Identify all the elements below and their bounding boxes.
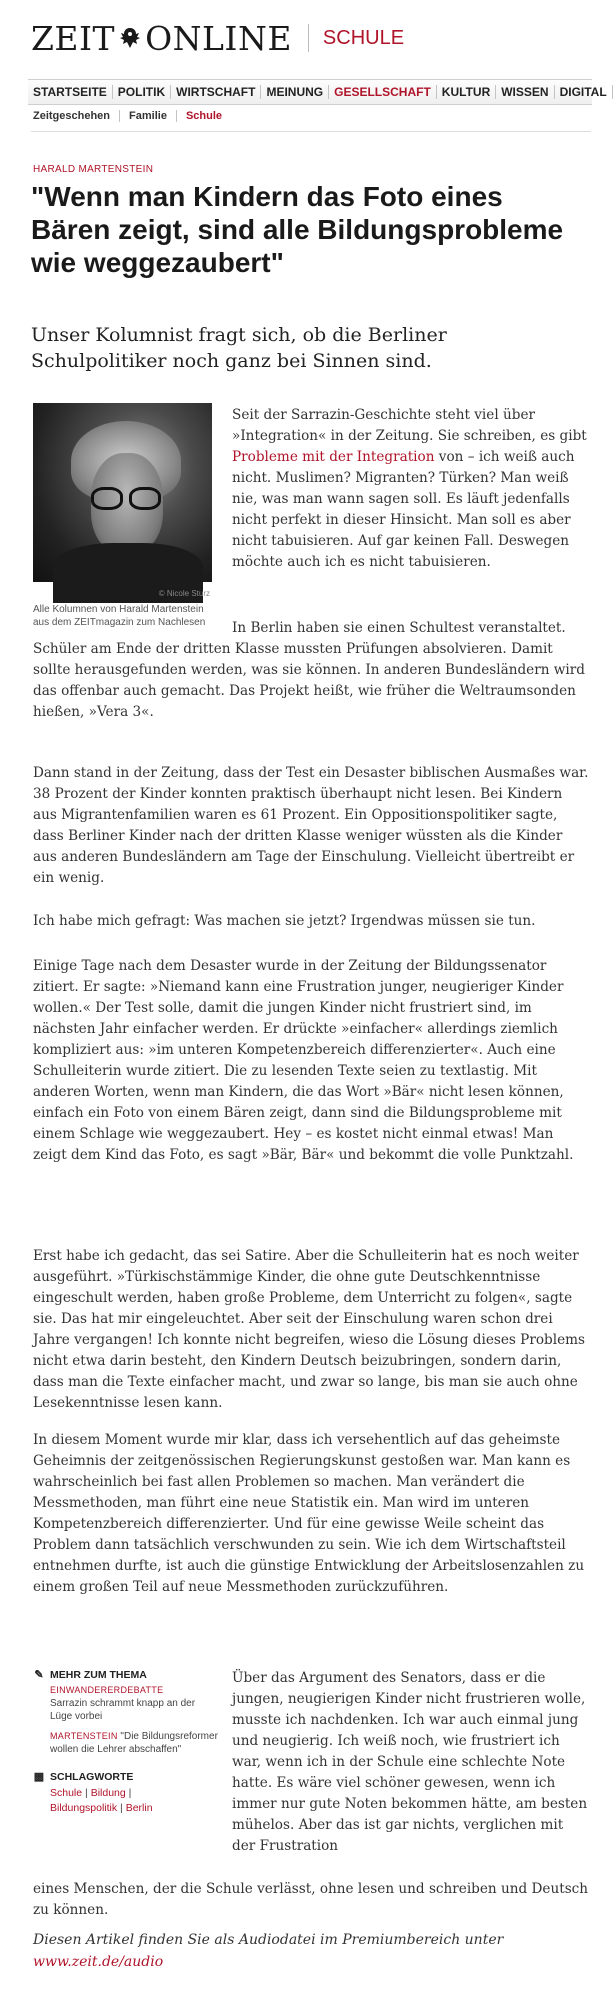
tag-berlin[interactable]: Berlin: [125, 1802, 153, 1814]
related-kicker[interactable]: MARTENSTEIN: [50, 1731, 118, 1741]
photo-glasses-left: [91, 487, 123, 510]
photo-credit: © Nicole Sturz: [158, 589, 210, 598]
photo-caption-link[interactable]: Alle Kolumnen von Harald Martenstein aus dem ZEITmagazin zum Nachlesen: [33, 604, 206, 628]
related-item[interactable]: [50, 1684, 218, 1723]
related-item[interactable]: [50, 1730, 218, 1756]
eagle-crest-icon: [117, 25, 143, 51]
related-kicker[interactable]: EINWANDERERDEBATTE: [50, 1685, 164, 1695]
paragraph-6: Erst habe ich gedacht, das sei Satire. Aber die Schulleiterin hat es noch weiter ausgeführt. »Türkischstämmige Kinder, die ohne gute Deutschkenntnisse eingeschult werden, haben große Probleme, dem Unterricht zu folgen«, sagte sie. Das hat mir eingeleuchtet. Aber seit der Einschulung waren schon drei Jahre vergangen! Ich konnte nicht begreifen, wieso die Lösung dieses Problems nicht etwa darin besteht, den Kindern Deutsch beizubringen, sondern darin, dass man die Texte einfacher macht, und zwar so lange, bis man sie auch ohne Lesekenntnisse lesen kann.: [33, 1248, 585, 1411]
related-text[interactable]: "Die Bildungsreformer wollen die Lehrer abschaffen": [50, 1731, 218, 1755]
paragraph-3: Dann stand in der Zeitung, dass der Test ein Desaster biblischen Ausmaßes war. 38 Prozent der Kinder konnten praktisch überhaupt nicht lesen. Bei Kindern aus Migrantenfamilien waren es 61 Prozent. Ein Oppositionspolitiker sagte, dass Berliner Kinder nach der dritten Klasse weniger wüssten als die Kinder aus anderen Bundesländern am Tage der Einschulung. Vielleicht übertreibt er ein wenig.: [33, 765, 589, 886]
tag-bildungspolitik[interactable]: Bildungspolitik: [50, 1802, 118, 1814]
tag-separator: |: [120, 1802, 123, 1814]
author-kicker[interactable]: HARALD MARTENSTEIN: [33, 164, 154, 175]
main-navigation: [28, 79, 607, 105]
related-box: [33, 1668, 218, 1816]
tag-bildung[interactable]: Bildung: [90, 1787, 126, 1799]
nav-item-startseite[interactable]: STARTSEITE: [28, 85, 113, 99]
tag-box-icon: ▩: [33, 1771, 45, 1783]
section-title[interactable]: SCHULE: [322, 26, 405, 49]
site-logo[interactable]: [31, 19, 292, 58]
paragraph-7: In diesem Moment wurde mir klar, dass ich versehentlich auf das geheimste Geheimnis der zeitgenössischen Regierungskunst gestoßen war. Man kann es wahrscheinlich bei fast allen Problemen so machen. Man verändert die Messmethoden, man führt eine neue Statistik ein. Man wird im unteren Kompetenzbereich differenzierter. Und für eine gewisse Weile scheint das Problem dann tatsächlich verschwunden zu sein. Wie ich dem Wirtschaftsteil entnehmen durfte, ist auch die günstige Entwicklung der Arbeitslosenzahlen zu einem großen Teil auf neue Messmethoden zurückzuführen.: [33, 1432, 585, 1595]
nav-item-kultur[interactable]: KULTUR: [437, 85, 496, 99]
nav-item-politik[interactable]: POLITIK: [113, 85, 171, 99]
sub-navigation: [33, 110, 231, 122]
paragraph-1-text-a: Seit der Sarrazin-Geschichte steht viel über »Integration« in der Zeitung. Sie schreiben, es gibt: [232, 407, 587, 444]
photo-glasses-right: [129, 487, 161, 510]
nav-item-wirtschaft[interactable]: WIRTSCHAFT: [171, 85, 261, 99]
site-header: [31, 18, 404, 58]
nav-item-gesellschaft[interactable]: GESELLSCHAFT: [329, 85, 437, 99]
more-heading: [33, 1668, 218, 1681]
tags-heading: [33, 1770, 218, 1783]
tag-separator: |: [85, 1787, 88, 1799]
pencil-icon: ✎: [34, 1669, 44, 1681]
integration-link[interactable]: Probleme mit der Integration: [232, 449, 435, 465]
subnav-item-schule[interactable]: Schule: [185, 110, 223, 122]
logo-zeit: ZEIT: [31, 18, 116, 58]
tag-separator: |: [128, 1787, 132, 1799]
header-divider: [308, 24, 309, 52]
tag-schule[interactable]: Schule: [50, 1787, 83, 1799]
subnav-item-familie[interactable]: Familie: [120, 110, 177, 122]
paragraph-1-text-b: von – ich weiß auch nicht. Muslimen? Migranten? Türken? Man weiß nie, was man wann sagen soll. Es läuft jedenfalls nicht perfekt in dieser Hinsicht. Man soll es aber nicht tabuisieren. Auf gar keinen Fall. Deswegen möchte auch ich es nicht tabuisieren.: [232, 449, 575, 570]
nav-item-wissen[interactable]: WISSEN: [496, 85, 554, 99]
audio-text: Diesen Artikel finden Sie als Audiodatei im Premiumbereich unter: [33, 1932, 504, 1948]
subnav-item-zeitgeschehen[interactable]: Zeitgeschehen: [33, 110, 120, 122]
paragraph-8-continued: eines Menschen, der die Schule verlässt, ohne lesen und schreiben und Deutsch zu können.: [33, 1881, 589, 1918]
article-headline: "Wenn man Kindern das Foto eines Bären zeigt, sind alle Bildungsprobleme wie weggezaubert": [31, 181, 564, 278]
tags-title: SCHLAGWORTE: [50, 1770, 134, 1783]
nav-item-digital[interactable]: DIGITAL: [555, 85, 613, 99]
article-subtitle: Unser Kolumnist fragt sich, ob die Berliner Schulpolitiker noch ganz bei Sinnen sind.: [31, 324, 447, 372]
related-text[interactable]: Sarrazin schrammt knapp an der Lüge vorbei: [50, 1698, 196, 1722]
audio-note: [33, 1929, 590, 1973]
paragraph-2-text: In Berlin haben sie einen Schultest veranstaltet. Schüler am Ende der dritten Klasse mussten Prüfungen absolvieren. Damit sollte herausgefunden werden, was sie können. In anderen Bundesländern wird das offenbar auch gemacht. Das Projekt heißt, wie früher die Weltraumsonden hießen, »Vera 3«.: [33, 620, 585, 720]
more-title: MEHR ZUM THEMA: [50, 1668, 147, 1681]
nav-item-meinung[interactable]: MEINUNG: [261, 85, 329, 99]
logo-online: ONLINE: [145, 18, 292, 58]
paragraph-8: Über das Argument des Senators, dass er die jungen, neugierigen Kinder nicht frustrieren wolle, musste ich nachdenken. Ich war auch einmal jung und neugierig. Ich weiß noch, wie frustriert ich war, wenn ich in der Schule eine schlechte Note hatte. Es wäre viel schöner gewesen, wenn ich immer nur gute Noten bekommen hätte, am besten mühelos. Aber das ist gar nichts, verglichen mit der Frustration: [232, 1670, 588, 1854]
paragraph-5: Einige Tage nach dem Desaster wurde in der Zeitung der Bildungssenator zitiert. Er sagte: »Niemand kann eine Frustration junger, neugieriger Kinder wollen.« Der Test solle, damit die jungen Kinder nicht frustriert sind, im nächsten Jahr einfacher werden. Er drückte »einfacher« allerdings ziemlich kompliziert aus: »im unteren Kompetenzbereich differenzierter«. Auch eine Schulleiterin wurde zitiert. Die zu lesenden Texte seien zu textlastig. Mit anderen Worten, wenn man Kindern, die das Wort »Bär« nicht lesen können, einfach ein Foto von einem Bären zeigt, dann sind die Bildungsprobleme mit einem Schlage wie weggezaubert. Hey – es kostet nicht einmal etwas! Man zeigt dem Kind das Foto, es sagt »Bär, Bär« und bekommt die volle Punktzahl.: [33, 958, 574, 1163]
header-rule: [31, 131, 591, 132]
audio-link[interactable]: www.zeit.de/audio: [33, 1954, 164, 1970]
paragraph-2: [33, 618, 590, 723]
paragraph-4: Ich habe mich gefragt: Was machen sie jetzt? Irgendwas müssen sie tun.: [33, 913, 536, 929]
paragraph-1: [232, 405, 590, 573]
tag-list: [50, 1786, 218, 1816]
author-photo[interactable]: [33, 403, 212, 582]
